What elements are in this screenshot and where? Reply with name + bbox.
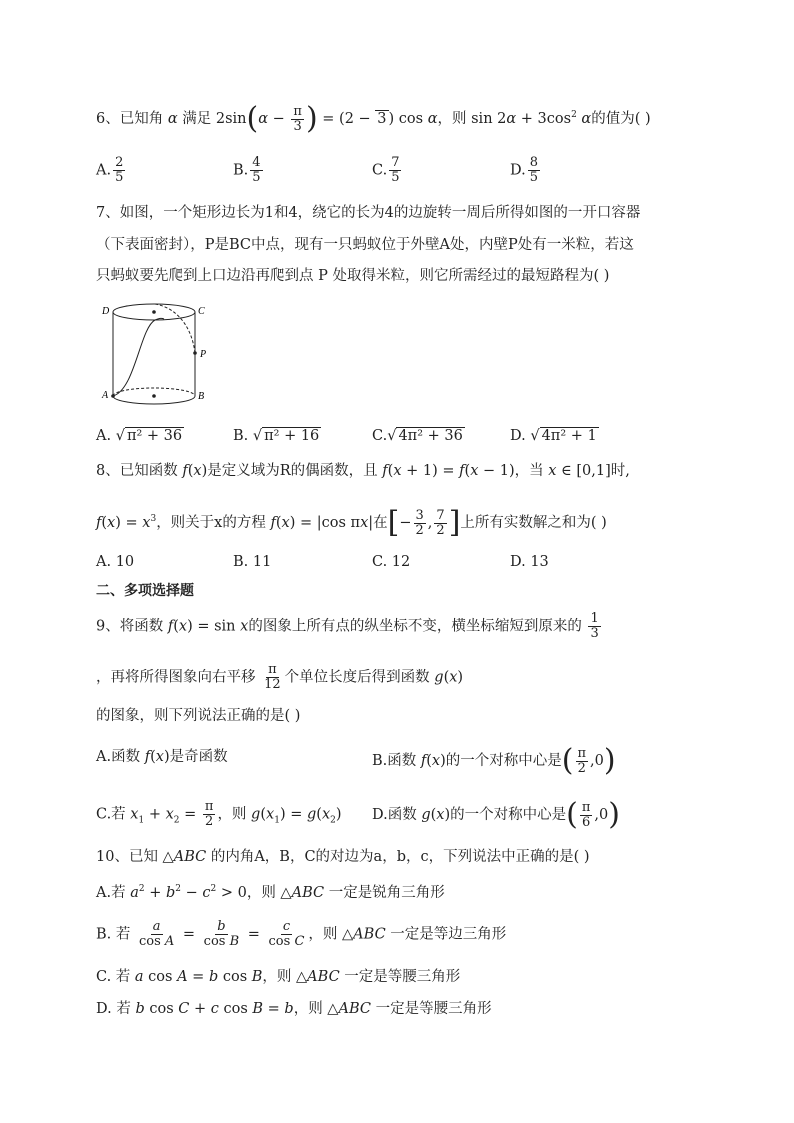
ant-path-outer (113, 318, 164, 396)
cylinder-figure (100, 298, 220, 418)
q9-line-3: 的图象，则下列说法正确的是( ) (96, 708, 301, 724)
q9-line-2: ，再将所得图象向右平移 $\frac{\pi}{12}$ 个单位长度后得到函数 g(x) (96, 662, 464, 692)
top-center-point (152, 310, 156, 314)
q9-option-a[interactable]: A.函数 f(x)是奇函数 (96, 749, 228, 765)
q9-line-1: 9、将函数 f(x) = sin x的图象上所有点的纵坐标不变，横坐标缩短到原来的 $\frac{1}{3}$ (96, 611, 599, 641)
q9-option-d[interactable]: D.函数 g(x)的一个对称中心是( $\frac{\pi}{6}$ ,0) (372, 797, 620, 832)
q7-line-2: （下表面密封），P是BC中点，现有一只蚂蚁位于外壁A处，内壁P处有一米粒，若这 (96, 237, 634, 253)
q10-option-d[interactable]: D. 若 b cos C + c cos B = b，则 △ABC 一定是等腰三角形 (96, 1001, 492, 1017)
point-a (111, 394, 115, 398)
q9-option-c[interactable]: C.若 $x_1 + x_2$ = $\frac{\pi}{2}$ ，则 $g(x_1) = g(x_2)$ (96, 799, 342, 829)
q7-line-1: 7、如图，一个矩形边长为1和4，绕它的长为4的边旋转一周后所得如图的一开口容器 (96, 205, 641, 221)
q6-option-d[interactable]: D. $\frac{8}{5}$ (510, 155, 538, 185)
label-a: A (102, 390, 109, 401)
point-p (193, 351, 197, 355)
label-c: C (198, 306, 205, 317)
q8-option-a[interactable]: A. 10 (96, 554, 135, 570)
q7-option-c[interactable]: C.√ 4π² + 36 (372, 428, 463, 444)
q7-option-b[interactable]: B. √ π² + 16 (233, 428, 320, 444)
q7-line-3: 只蚂蚁要先爬到上口边沿再爬到点 P 处取得米粒，则它所需经过的最短路程为( ) (96, 268, 610, 284)
q6-option-b[interactable]: B. $\frac{4}{5}$ (233, 155, 261, 185)
q6-option-c[interactable]: C. $\frac{7}{5}$ (372, 155, 400, 185)
q10-option-c[interactable]: C. 若 a cos A = b cos B，则 △ABC 一定是等腰三角形 (96, 969, 461, 985)
q7-option-d[interactable]: D. √ 4π² + 1 (510, 428, 597, 444)
q8-option-c[interactable]: C. 12 (372, 554, 411, 570)
q6-option-a[interactable]: A. $\frac{2}{5}$ (96, 155, 124, 185)
q8-line-2: $f(x) = x^3$，则关于x的方程 f(x) = |cos πx|在[− $\frac{3}{2}$ , $\frac{7}{2}$ ]上所有实数解之和为( ) (96, 505, 607, 540)
q7-option-a[interactable]: A. √ π² + 36 (96, 428, 183, 444)
label-d: D (102, 306, 110, 317)
q8-line-1: 8、已知函数 f(x)是定义域为R的偶函数，且 f(x + 1) = f(x − 1)，当 x ∈ [0,1]时, (96, 463, 630, 479)
label-b: B (198, 391, 205, 402)
q8-option-d[interactable]: D. 13 (510, 554, 549, 570)
ant-path-inner (155, 304, 195, 353)
q10-stem: 10、已知 △ABC 的内角A，B，C的对边为a，b，c，下列说法中正确的是( ) (96, 849, 590, 865)
q8-option-b[interactable]: B. 11 (233, 554, 272, 570)
q10-option-b[interactable]: B. 若 $\frac{a}{\text{cos A}}$ = $\frac{b}{\text{cos B}}$ = $\frac{c}{\text{cos C}}$ ，则 △ABC 一定是等边三角形 (96, 919, 507, 949)
section-heading: 二、多项选择题 (96, 583, 194, 599)
q9-option-b[interactable]: B.函数 f(x)的一个对称中心是( $\frac{\pi}{2}$ ,0) (372, 743, 616, 778)
label-p: P (200, 349, 207, 360)
q6-stem: 6、已知角 α 满足 2sin(α − $\frac{\pi}{3}$ ) = (2 − 3 ) cos α，则 $\sin 2\alpha + 3\cos^2$ α的值为( ) (96, 101, 651, 136)
bottom-center-point (152, 394, 156, 398)
q10-option-a[interactable]: A.若 $a^2 + b^2 - c^2 > 0$，则 △ABC 一定是锐角三角形 (96, 884, 445, 901)
